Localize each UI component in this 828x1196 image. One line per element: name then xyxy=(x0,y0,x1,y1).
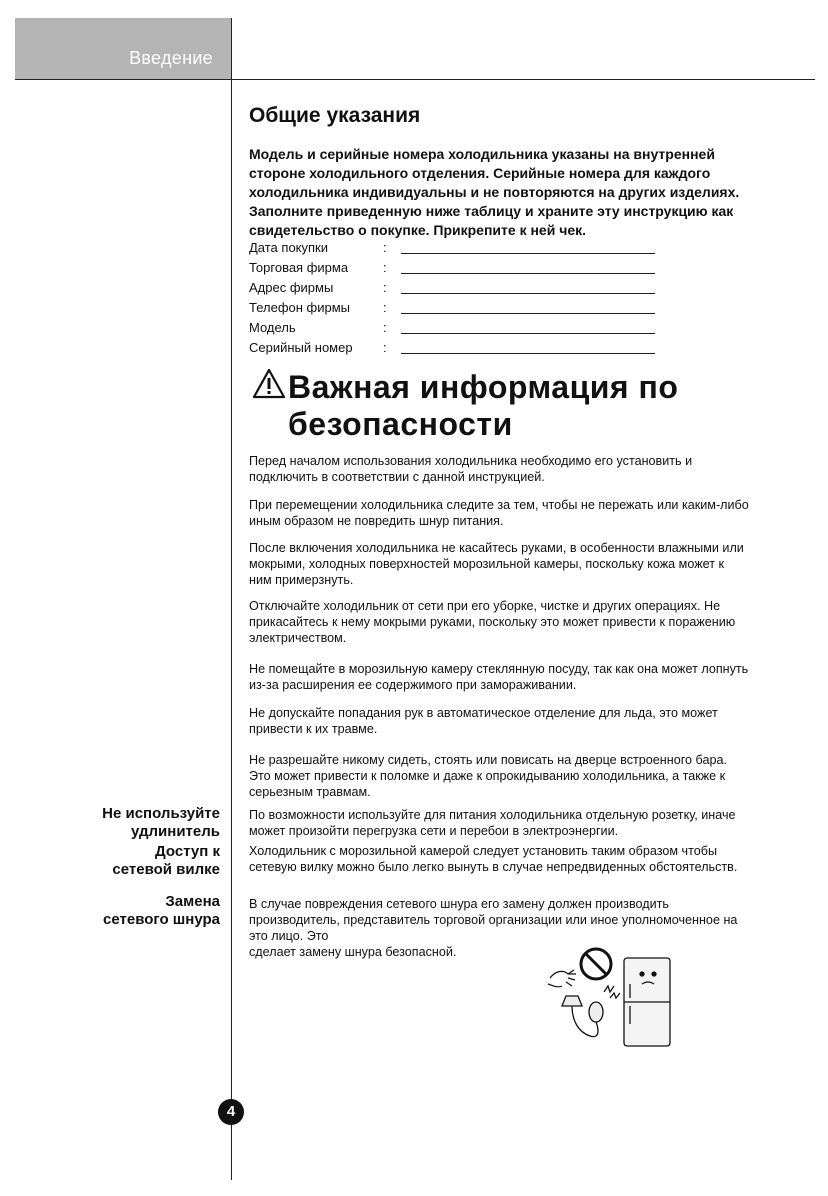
page-number-badge: 4 xyxy=(218,1099,244,1125)
form-colon: : xyxy=(383,260,387,275)
safety-paragraph: Перед началом использования холодильника необходимо его установить и подключить в соответствии с данной инструкцией. xyxy=(249,454,693,484)
side-label-line: удлинитель xyxy=(131,823,220,840)
form-row-dealer-phone xyxy=(249,298,669,318)
header-band xyxy=(15,18,231,80)
safety-paragraph: В случае повреждения сетевого шнура его замену должен производить производитель, представитель торговой организации или иное уполномоченное на это лицо. Это сделает замену шнура безопасной. xyxy=(249,897,738,959)
refrigerator-icon xyxy=(624,958,670,1046)
damaged-cord-illustration xyxy=(538,940,678,1050)
side-label-plug-access xyxy=(112,843,220,879)
header-rule xyxy=(15,79,815,80)
margin-rule xyxy=(231,18,232,1180)
form-fill-line xyxy=(401,253,655,254)
side-label-cord-replacement xyxy=(103,893,220,929)
side-label-line: Доступ к xyxy=(155,843,220,860)
form-row-dealer xyxy=(249,258,669,278)
safety-paragraph: Отключайте холодильник от сети при его уборке, чистке и других операциях. Не прикасайтесь к нему мокрыми руками, поскольку это может привести к поражению электричеством. xyxy=(249,599,736,645)
safety-title-line2: безопасности xyxy=(288,406,513,442)
safety-paragraph: Не разрешайте никому сидеть, стоять или повисать на дверце встроенного бара. Это может привести к поломке и даже к опрокидыванию холодильника, а также к серьезным травмам. xyxy=(249,753,727,799)
form-label: Торговая фирма xyxy=(249,260,349,275)
form-row-model xyxy=(249,318,669,338)
safety-paragraph: Не помещайте в морозильную камеру стеклянную посуду, так как она может лопнуть из-за расширения ее содержимого при замораживании. xyxy=(249,662,749,692)
safety-paragraph: При перемещении холодильника следите за тем, чтобы не пережать или каким-либо иным образом не повредить шнур питания. xyxy=(249,498,749,528)
form-label: Дата покупки xyxy=(249,240,328,255)
form-colon: : xyxy=(383,340,387,355)
form-label: Телефон фирмы xyxy=(249,300,351,315)
side-label-line: сетевой вилке xyxy=(112,861,220,878)
side-label-line: Не используйте xyxy=(102,805,220,822)
form-row-dealer-address xyxy=(249,278,669,298)
warning-icon xyxy=(252,368,286,400)
form-label: Модель xyxy=(249,320,296,335)
safety-paragraph: Холодильник с морозильной камерой следует установить таким образом чтобы сетевую вилку можно было легко вынуть в случае непредвиденных обстоятельств. xyxy=(249,844,738,874)
safety-paragraph: Не допускайте попадания рук в автоматическое отделение для льда, это может привести к их травме. xyxy=(249,706,718,736)
form-fill-line xyxy=(401,293,655,294)
form-fill-line xyxy=(401,353,655,354)
side-label-line: сетевого шнура xyxy=(103,911,220,928)
form-colon: : xyxy=(383,280,387,295)
plug-icon xyxy=(562,986,620,1037)
general-title: Общие указания xyxy=(249,104,421,127)
general-intro: Модель и серийные номера холодильника указаны на внутренней стороне холодильного отделения. Серийные номера для каждого холодильника индивидуальны и не повторяются на других изделиях. Заполните приведенную ниже таблицу и храните эту инструкцию как свидетельство о покупке. Прикрепите к ней чек. xyxy=(249,146,740,238)
safety-title-line1: Важная информация по xyxy=(288,369,679,405)
form-fill-line xyxy=(401,333,655,334)
form-row-serial xyxy=(249,338,669,358)
form-row-purchase-date xyxy=(249,238,669,258)
safety-title xyxy=(288,369,678,443)
hand-icon xyxy=(548,970,576,987)
form-colon: : xyxy=(383,320,387,335)
form-fill-line xyxy=(401,273,655,274)
form-label: Серийный номер xyxy=(249,340,353,355)
side-label-no-extension xyxy=(102,805,220,841)
form-colon: : xyxy=(383,240,387,255)
form-fill-line xyxy=(401,313,655,314)
form-colon: : xyxy=(383,300,387,315)
section-title: Введение xyxy=(129,48,213,68)
prohibited-icon xyxy=(581,949,611,979)
form-label: Адрес фирмы xyxy=(249,280,334,295)
side-label-line: Замена xyxy=(165,893,220,910)
safety-paragraph: По возможности используйте для питания холодильника отдельную розетку, иначе может произойти перегрузка сети и перебои в электроэнергии. xyxy=(249,808,736,838)
safety-paragraph: После включения холодильника не касайтесь руками, в особенности влажными или мокрыми, холодных поверхностей морозильной камеры, поскольку кожа может к ним примерзнуть. xyxy=(249,541,744,587)
